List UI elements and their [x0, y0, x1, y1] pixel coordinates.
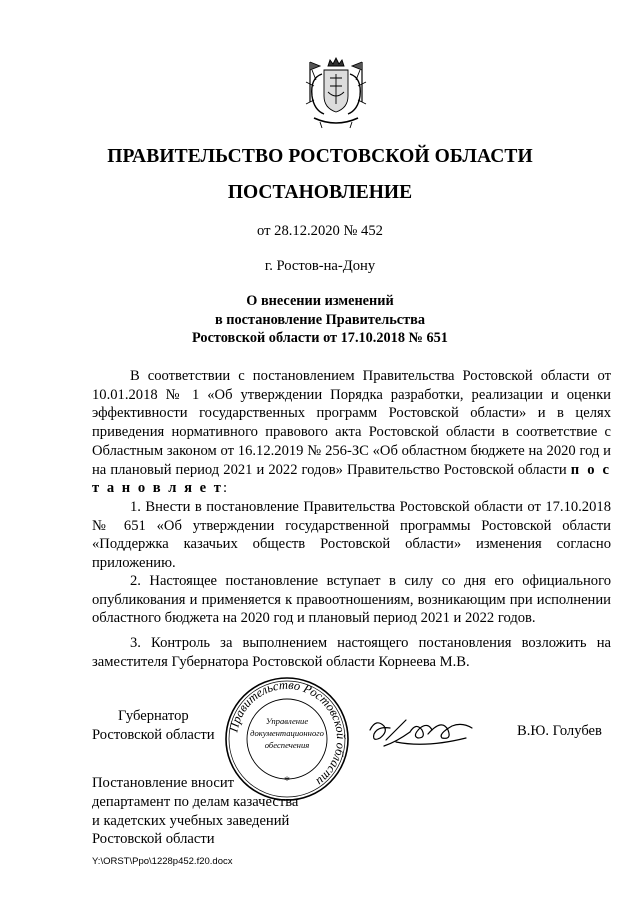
item-1-paragraph: 1. Внести в постановление Правительства Ростовской области от 17.10.2018 № 651 «Об утверждении государственной программы Ростовской области «Поддержка казачьих обществ Ростовской области» изменения согласно приложению. [92, 499, 611, 572]
footer-line-4: Ростовской области [92, 831, 215, 848]
footer-submitted-by [92, 774, 298, 849]
footer-line-2: департамент по делам казачества [92, 793, 299, 810]
stamp-star: * [284, 773, 290, 787]
coat-of-arms-emblem [302, 56, 370, 132]
title-line-3: Ростовской области от 17.10.2018 № 651 [192, 330, 448, 346]
preamble-paragraph [92, 367, 611, 498]
document-type: ПОСТАНОВЛЕНИЕ [227, 182, 413, 203]
document-title [0, 292, 640, 348]
signer-name: В.Ю. Голубев [517, 723, 602, 739]
preamble-text: В соответствии с постановлением Правительства Ростовской области от 10.01.2018 № 1 «Об утверждении Порядка разработки, реализации и оценки эффективности государственных программ Ростовской области» и в целях приведения нормативного правового акта Ростовской области в соответствие с Областным законом от 16.12.2019 № 256-ЗС «Об областном бюджете на 2020 год и на плановый период 2021 и 2022 годов» Правительство Ростовской области [92, 368, 611, 478]
item-3-paragraph: 3. Контроль за выполнением настоящего постановления возложить на заместителя Губернатора Ростовской области Корнеева М.В. [92, 635, 611, 670]
preamble-resolves: п о с т а н о в л я е т [92, 461, 612, 497]
footer-line-1: Постановление вносит [92, 775, 235, 791]
stamp-inner-line-3: обеспечения [264, 740, 310, 750]
title-line-2: в постановление Правительства [214, 311, 426, 328]
handwritten-signature [366, 712, 478, 752]
footer-line-3: и кадетских учебных заведений [92, 812, 290, 829]
stamp-outer-text: Правительство Ростовской области [226, 677, 349, 789]
document-city: г. Ростов-на-Дону [264, 258, 376, 274]
signer-position-line-1: Губернатор [118, 708, 189, 724]
item-2-paragraph: 2. Настоящее постановление вступает в силу со дня его официального опубликования и применяется к правоотношениям, возникающим при исполнении областного бюджета на 2020 год и плановый период 2021 и 2022 годов. [92, 573, 611, 627]
stamp-inner-line-2: документационного [250, 728, 324, 738]
signer-position-line-2: Ростовской области [92, 727, 215, 743]
government-name: ПРАВИТЕЛЬСТВО РОСТОВСКОЙ ОБЛАСТИ [107, 146, 533, 167]
preamble-end: : [222, 480, 228, 497]
file-path: Y:\ORST\Ppo\1228p452.f20.docx [92, 856, 233, 867]
stamp-inner-line-1: Управление [265, 716, 309, 726]
title-line-1: О внесении изменений [246, 293, 394, 309]
document-date-number: от 28.12.2020 № 452 [257, 223, 383, 239]
